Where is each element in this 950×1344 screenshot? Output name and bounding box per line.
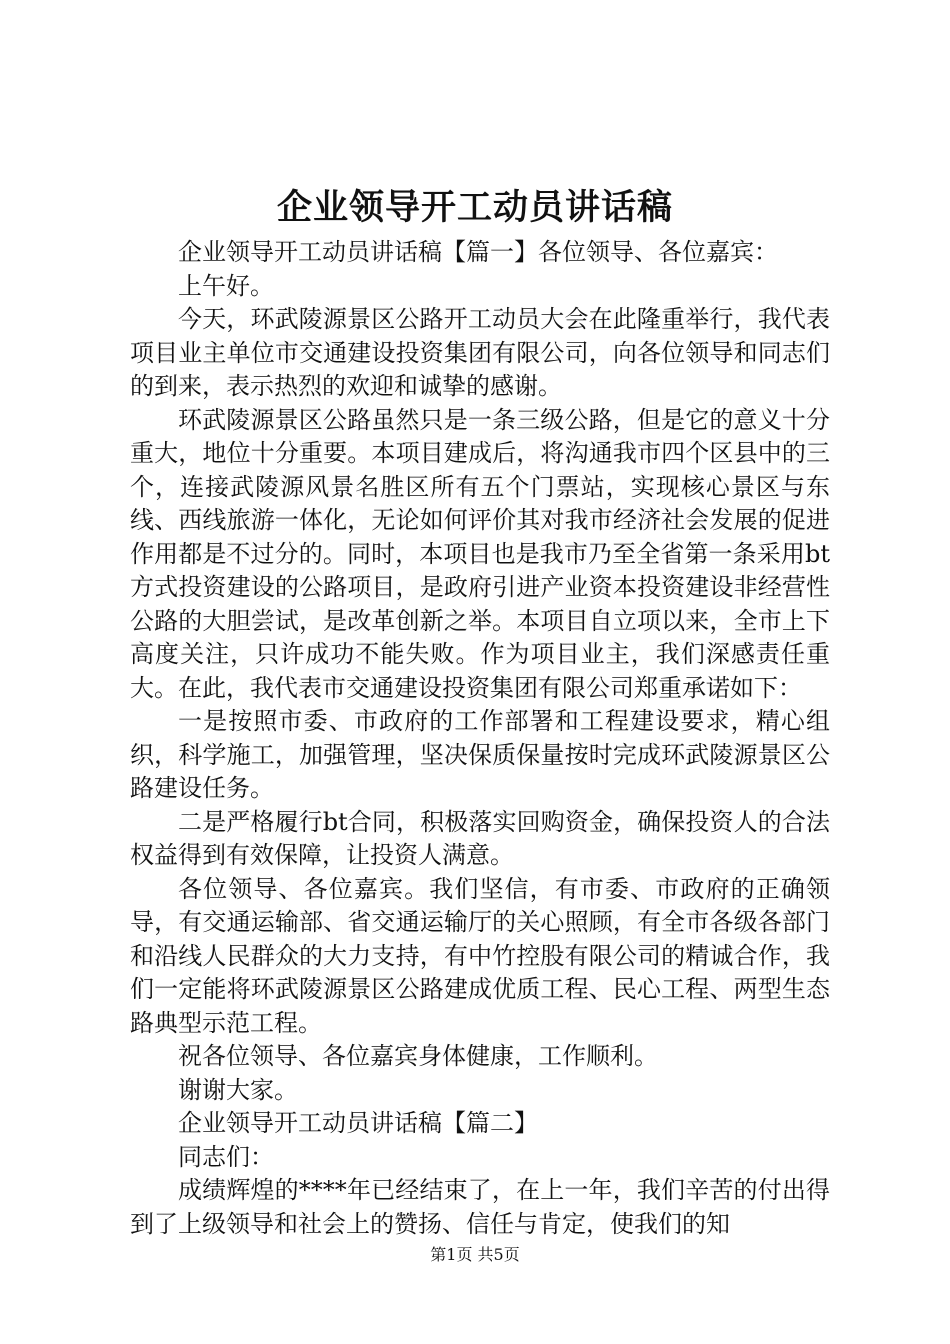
page-number-footer: 第1页 共5页 (430, 1245, 520, 1264)
paragraph: 企业领导开工动员讲话稿【篇二】 (178, 1109, 538, 1137)
paragraph: 谢谢大家。 (178, 1075, 298, 1104)
paragraph: 各位领导、各位嘉宾。我们坚信，有市委、市政府的正确领导，有交通运输部、省交通运输厅的关心照顾，有全市各级各部门和沿线人民群众的大力支持，有中竹控股有限公司的精诚合作，我们一定能将环武陵源景区公路建成优质工程、民心工程、两型生态路典型示范工程。 (130, 874, 830, 1037)
paragraph: 二是严格履行bt合同，积极落实回购资金，确保投资人的合法权益得到有效保障，让投资人满意。 (130, 807, 830, 869)
paragraph: 环武陵源景区公路虽然只是一条三级公路，但是它的意义十分重大，地位十分重要。本项目建成后，将沟通我市四个区县中的三个，连接武陵源风景名胜区所有五个门票站，实现核心景区与东线、西线旅游一体化，无论如何评价其对我市经济社会发展的促进作用都是不过分的。同时，本项目也是我市乃至全省第一条采用bt方式投资建设的公路项目，是政府引进产业资本投资建设非经营性公路的大胆尝试，是改革创新之举。本项目自立项以来，全市上下高度关注，只许成功不能失败。作为项目业主，我们深感责任重大。在此，我代表市交通建设投资集团有限公司郑重承诺如下： (130, 405, 830, 702)
paragraph: 企业领导开工动员讲话稿【篇一】各位领导、各位嘉宾： (178, 238, 778, 266)
paragraph: 成绩辉煌的****年已经结束了，在上一年，我们辛苦的付出得到了上级领导和社会上的赞扬、信任与肯定，使我们的知 (130, 1176, 830, 1238)
paragraph: 今天，环武陵源景区公路开工动员大会在此隆重举行，我代表项目业主单位市交通建设投资集团有限公司，向各位领导和同志们的到来，表示热烈的欢迎和诚挚的感谢。 (130, 305, 830, 400)
paragraph: 同志们： (178, 1142, 274, 1171)
paragraph: 祝各位领导、各位嘉宾身体健康，工作顺利。 (178, 1042, 658, 1070)
document-title: 企业领导开工动员讲话稿 (276, 187, 673, 228)
paragraph: 上午好。 (178, 271, 274, 300)
paragraph: 一是按照市委、市政府的工作部署和工程建设要求，精心组织，科学施工，加强管理，坚决保质保量按时完成环武陵源景区公路建设任务。 (130, 707, 830, 802)
document-body (130, 236, 830, 1241)
